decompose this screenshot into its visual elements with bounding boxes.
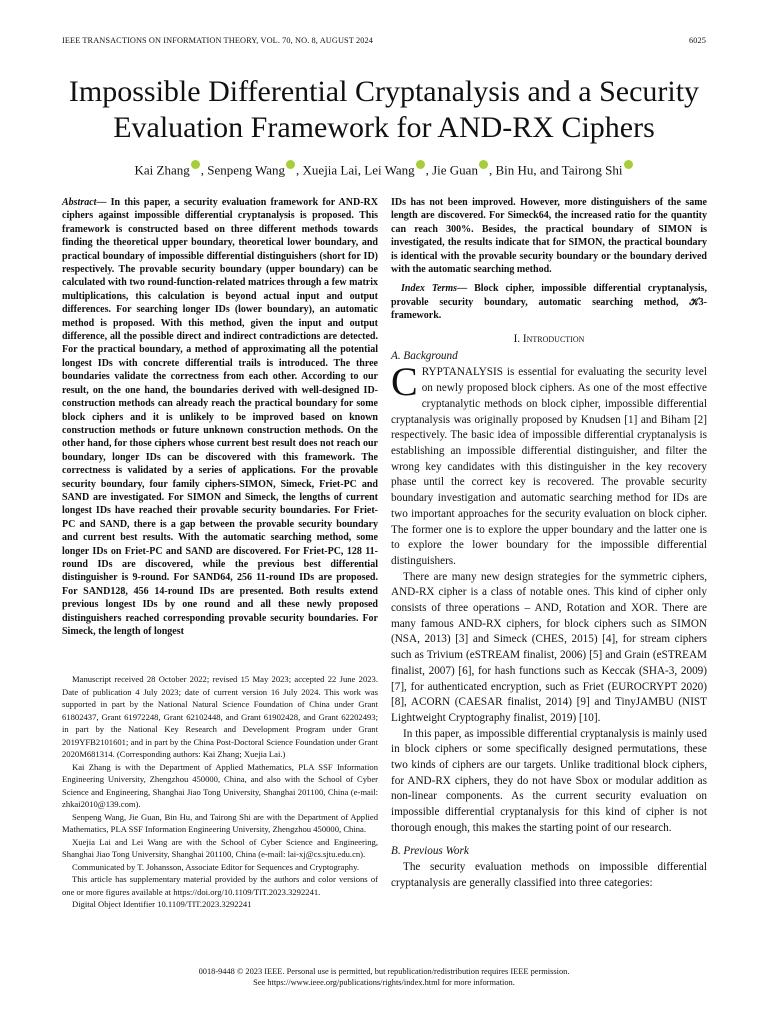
copyright-footer: [62, 966, 706, 988]
footnotes: [62, 673, 378, 911]
author: Kai Zhang: [134, 162, 190, 178]
subsection-heading-background: A. Background: [391, 350, 458, 363]
author-list: Kai Zhang , Senpeng Wang , Xuejia Lai, Lei Wang , Jie Guan , Bin Hu, and Tairong Shi: [40, 160, 728, 178]
left-column: [62, 196, 378, 638]
drop-cap: C: [391, 359, 418, 405]
orcid-icon[interactable]: [624, 160, 633, 169]
abstract-text: In this paper, a security evaluation framework for AND-RX ciphers against impossible differential cryptanalysis is proposed. This framework is constructed based on three different methods towards finding the theoretical upper boundary, theoretical lower boundary, and practical boundary of impossible differential distinguishers (short for ID) respectively. The provable security boundary (upper boundary) can be calculated with two round-function-related matrices through a few matrix multiplications, this calculation is beyond actual input and output differences. For searching longer IDs (lower boundary), an automatic method is proposed. With this method, given the input and output difference, all the possible direct and indirect contradictions are detected. For the practical boundary, a method of approximating all the potential longest IDs with concrete differential trails is introduced. The three boundaries validate the correctness from each other. According to our result, on the one hand, the boundaries derived with well-designed ID-construction methods can already reach the practical boundary for some block ciphers and it is unlikely to be improved based on known construction methods or future unknown construction methods. On the other hand, for those ciphers whose current best result does not reach our boundary, longer IDs can be discovered with this framework. The correctness is validated by a series of applications. For the provable security boundary, four family ciphers-SIMON, Simeck, Friet-PC and SAND are investigated. For SIMON and Simeck, the lengths of current longest IDs have reached their provable security boundaries. For Friet-PC and SAND, there is a gap between the provable security boundary and current best results. With the automatic searching method, some longer IDs on Friet-PC and SAND are discovered. For Friet-PC, 128 11-round IDs are discovered, while the previous best differential distinguisher is 9-round. For SAND64, 256 11-round IDs are proposed. For SAND128, 456 14-round IDs are presented. Both results extend previous longest IDs by one round and all these newly proposed distinguishers reached corresponding provable security boundaries. For Simeck, the length of longest: [62, 197, 379, 637]
index-terms-text: Block cipher, impossible differential cryptanalysis, provable security boundary, automatic searching method, 𝒦3-framework.: [391, 283, 707, 322]
abstract: Abstract— In this paper, a security evaluation framework for AND-RX ciphers against impossible differential cryptanalysis is proposed. This framework is constructed based on three different methods towards finding the theoretical upper boundary, theoretical lower boundary, and practical boundary of impossible differential distinguishers (short for ID) respectively. The provable security boundary (upper boundary) can be calculated with two round-function-related matrices through a few matrix multiplications, this calculation is beyond actual input and output differences. For searching longer IDs (lower boundary), an automatic method is proposed. With this method, given the input and output difference, all the possible direct and indirect contradictions are detected. For the practical boundary, a method of approximating all the potential longest IDs with concrete differential trails is introduced. The three boundaries validate the correctness from each other. According to our result, on the one hand, the boundaries derived with well-designed ID-construction methods can already reach the practical boundary for some block ciphers and it is unlikely to be improved based on known construction methods or future unknown construction methods. On the other hand, for those ciphers whose current best result does not reach our boundary, longer IDs can be discovered with this framework. The correctness is validated by a series of applications. For the provable security boundary, four family ciphers-SIMON, Simeck, Friet-PC and SAND are investigated. For SIMON and Simeck, the lengths of current longest IDs have reached their provable security boundaries. For Friet-PC and SAND, there is a gap between the provable security boundary and current best results. With the automatic searching method, some longer IDs on Friet-PC and SAND are discovered. For Friet-PC, 128 11-round IDs are discovered, while the previous best differential distinguisher is 9-round. For SAND64, 256 11-round IDs are proposed. For SAND128, 456 14-round IDs are presented. Both results extend previous longest IDs by one round and all these newly proposed distinguishers reached corresponding provable security boundaries. For Simeck, the length of longest: [62, 197, 379, 637]
footnote-manuscript: Manuscript received 28 October 2022; revised 15 May 2023; accepted 22 June 2023. Date of publication 4 July 2023; date of current version 16 July 2024. This work was supported in part by the National Natural Science Foundation of China under Grant 61802437, Grant 61972248, Grant 62102448, and Grant 61902428, and Grant 62202493; in part by the National Key Research and Development Program under Grant 2019YFB2101601; and in part by the China Post-Doctoral Science Foundation under Grant 2020M681314. (Corresponding authors: Kai Zhang; Xuejia Lai.): [62, 674, 378, 759]
footnote-affiliation: Xuejia Lai and Lei Wang are with the School of Cyber Science and Engineering, Shanghai Jiao Tong University, Shanghai 201100, China (e-mail: lai-xj@cs.sjtu.edu.cn).: [62, 836, 378, 859]
rights-link[interactable]: See https://www.ieee.org/publications/rights/index.html for more information.: [253, 978, 515, 987]
abstract-continued: IDs has not been improved. However, more distinguishers of the same length are discovered. For Simeck64, the increased ratio for the quantity can reach 300%. Besides, the practical boundary of SIMON is investigated, the results indicate that for SIMON, the practical boundary is identical with the provable security boundary or the boundary derived with the automatic searching method.: [391, 197, 707, 276]
index-terms: Index Terms— Block cipher, impossible differential cryptanalysis, provable security boundary, automatic searching method, 𝒦3-framework.: [391, 283, 707, 322]
orcid-icon[interactable]: [286, 160, 295, 169]
footnote-affiliation: Senpeng Wang, Jie Guan, Bin Hu, and Tairong Shi are with the Department of Applied Mathematics, PLA SSF Information Engineering University, Zhengzhou 450000, China.: [62, 811, 378, 834]
footnote-doi: Digital Object Identifier 10.1109/TIT.2023.3292241: [72, 899, 252, 909]
footnote-supplementary[interactable]: This article has supplementary material provided by the authors and color versions of one or more figures available at https://doi.org/10.1109/TIT.2023.3292241.: [62, 874, 378, 897]
footnote-affiliation: Kai Zhang is with the Department of Applied Mathematics, PLA SSF Information Engineering University, Zhengzhou 450000, China, and also with the School of Cyber Science and Engineering, Shanghai Jiao Tong University, Shanghai 201100, China (e-mail: zhkai2010@139.com).: [62, 761, 378, 809]
page-number: 6025: [689, 36, 706, 45]
paragraph: In this paper, as impossible differential cryptanalysis is mainly used in block ciphers or some specifically designed permutations, these two kinds of ciphers are our targets. Unlike traditional block ciphers, for AND-RX ciphers, they do not have Sbox or modular addition as non-linear components. As the current security evaluation on impossible differential cryptanalysis for this kind of cipher is not thorough enough, this makes the starting point of our research.: [391, 727, 707, 834]
right-column: [391, 196, 707, 891]
paragraph: [391, 359, 707, 569]
orcid-icon[interactable]: [416, 160, 425, 169]
paragraph-text: RYPTANALYSIS is essential for evaluating the security level on newly proposed block ciphers. As one of the most effective cryptanalytic methods on block cipher, impossible differential cryptanalysis was originally proposed by Knudsen [1] and Biham [2] respectively. The basic idea of impossible differential cryptanalysis is establishing an impossible differential distinguisher, and filter the wrong key candidates with this distinguisher in the key recovery phase until the correct key is recovered. The provable security boundary investigation and automatic searching method for IDs are two important approaches for the security evaluation on block cipher. The former one is to explore the upper boundary and the latter one is to explore the lower boundary for the impossible differential distinguishers.: [391, 366, 707, 567]
journal-info: IEEE TRANSACTIONS ON INFORMATION THEORY, VOL. 70, NO. 8, AUGUST 2024: [62, 36, 373, 45]
author: Xuejia Lai, Lei Wang: [302, 162, 415, 178]
copyright-line: 0018-9448 © 2023 IEEE. Personal use is permitted, but republication/redistribution requires IEEE permission.: [198, 967, 570, 976]
author: Senpeng Wang: [207, 162, 286, 178]
subsection-heading-previous: B. Previous Work: [391, 844, 469, 857]
paragraph: The security evaluation methods on impossible differential cryptanalysis are generally classified into three categories:: [391, 860, 707, 889]
paper-title: [40, 74, 728, 146]
orcid-icon[interactable]: [191, 160, 200, 169]
title-line-2: Evaluation Framework for AND-RX Ciphers: [113, 111, 655, 144]
running-header: [62, 36, 706, 48]
paragraph: There are many new design strategies for the symmetric ciphers, AND-RX cipher is a class of notable ones. This kind of cipher only consists of three operations – AND, Rotation and XOR. There are many famous AND-RX ciphers, for block ciphers such as SIMON (NSA, 2013) [3] and Simeck (CHES, 2015) [4], for stream ciphers such as Trivium (eSTREAM finalist, 2006) [5] and Grain (eSTREAM finalist, 2007) [6], for hash functions such as Keccak (SHA-3, 2009) [7], for authenticated encryption, such as Friet (EUROCRYPT 2020) [8], ACORN (CAESAR finalist, 2014) [9] and TinyJAMBU (NIST Lightweight Cryptography finalist, 2019) [10].: [391, 570, 707, 724]
section-heading-intro: I. Introduction: [513, 332, 585, 345]
orcid-icon[interactable]: [479, 160, 488, 169]
author: Jie Guan: [432, 162, 478, 178]
index-terms-label: Index Terms: [401, 283, 458, 295]
abstract-label: Abstract: [62, 197, 97, 208]
title-line-1: Impossible Differential Cryptanalysis and a Security: [68, 75, 700, 108]
author: Bin Hu, and Tairong Shi: [495, 162, 623, 178]
footnote-communicated: Communicated by T. Johansson, Associate Editor for Sequences and Cryptography.: [72, 861, 359, 872]
